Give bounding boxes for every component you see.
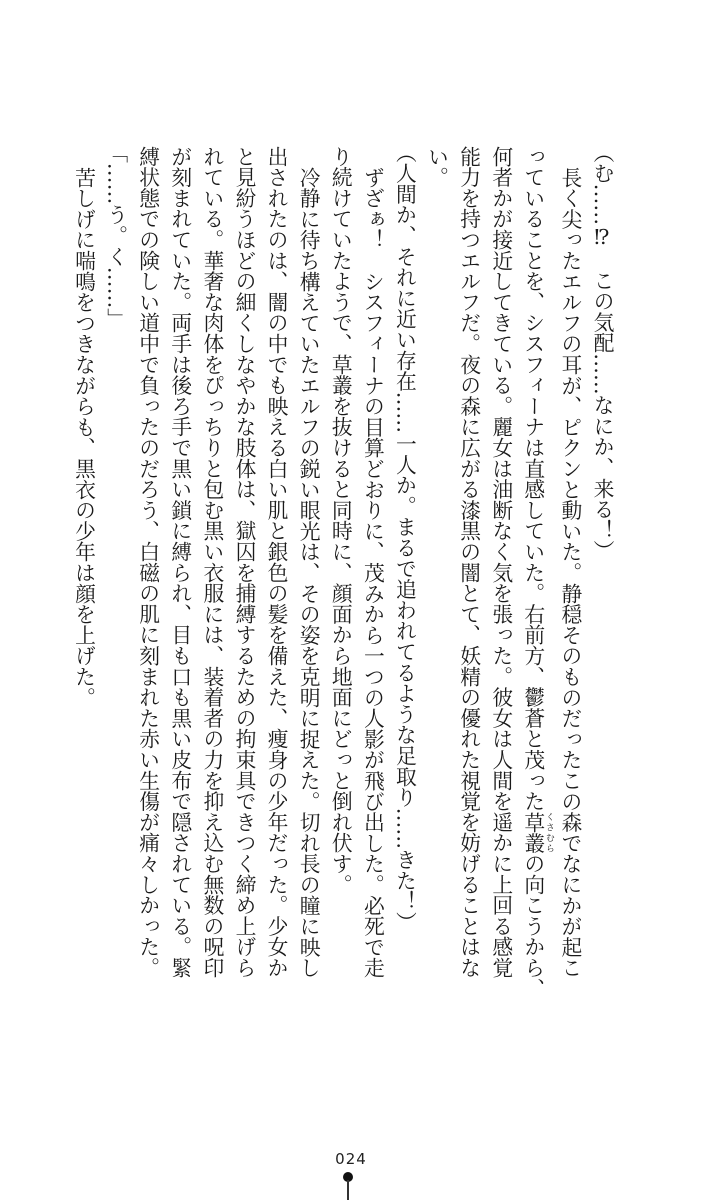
paragraph-line: れている。華奢な肉体をぴっちりと包む黒い衣服には、装着者の力を抑え込む無数の呪印 (199, 146, 224, 978)
paragraph-line: 何者かが接近してきている。麗女は油断なく気を張った。彼女は人間を遥かに上回る感覚 (488, 146, 513, 978)
paragraph-line: 冷静に待ち構えていたエルフの鋭い眼光は、その姿を克明に捉えた。切れ長の瞳に映し (296, 166, 321, 978)
paragraph-line: い。 (424, 146, 449, 188)
ruby-reading: くさむら (543, 811, 554, 854)
paragraph-line: り続けていたようで、草叢を抜けると同時に、顔面から地面にどっと倒れ伏す。 (328, 146, 353, 895)
paragraph-line: 苦しげに喘鳴をつきながらも、黒衣の少年は顔を上げた。 (71, 166, 96, 708)
paragraph-line: と見紛うほどの細くしなやかな肢体は、獄囚を捕縛するための拘束具できつく締め上げら (231, 146, 256, 978)
ruby-base: 草叢 (520, 811, 545, 854)
dialogue-line: 「……う。く……」 (103, 142, 128, 330)
paragraph-line: が刻まれていた。両手は後ろ手で黒い鎖に縛られ、目も口も黒い皮布で隠されている。緊 (167, 146, 192, 978)
line-text: っていることを、シスフィーナは直感していた。右前方、鬱蒼と茂った (520, 146, 545, 812)
paragraph-line: 縛状態での険しい道中で負ったのだろう、白磁の肌に刻まれた赤い生傷が痛々しかった。 (135, 146, 160, 978)
line-text-tail: の向こうから、 (520, 853, 545, 999)
vertical-text-body (67, 142, 618, 999)
ruby-word (520, 811, 554, 854)
paragraph-line: ずざぁ！ シスフィーナの目算どおりに、茂みから一つの人影が飛び出した。必死で走 (360, 166, 385, 978)
page-marker-line (347, 1180, 349, 1200)
paragraph-line: 出されたのは、闇の中でも映える白い肌と銀色の髪を備えた、痩身の少年だった。少女か (264, 146, 289, 978)
page-number: 024 (335, 1150, 367, 1168)
paragraph-line: 能力を持つエルフだ。夜の森に広がる漆黒の闇とて、妖精の優れた視覚を妨げることはな (456, 146, 481, 978)
dialogue-line: （む……⁉ この気配……なにか、来る！） (590, 142, 614, 562)
paragraph-line: 長く尖ったエルフの耳が、ピクンと動いた。静穏そのものだったこの森でなにかが起こ (557, 166, 582, 978)
dialogue-line: （人間か、それに近い存在……一人か。まるで追われてるような足取り……きた！） (392, 142, 417, 933)
paragraph-line (517, 146, 554, 999)
